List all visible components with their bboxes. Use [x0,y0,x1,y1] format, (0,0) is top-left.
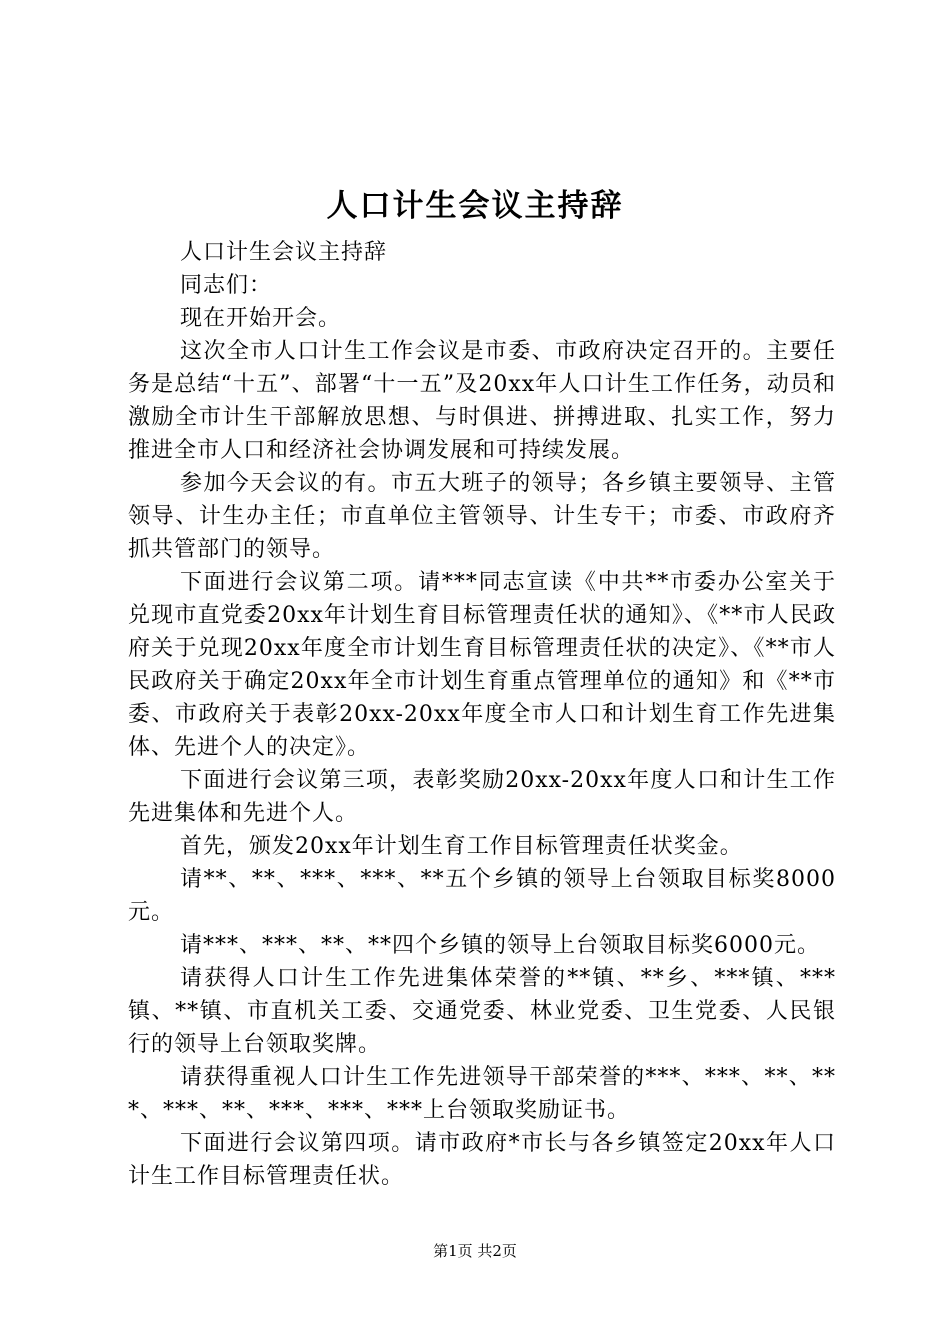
paragraph-agenda-item-3: 下面进行会议第三项，表彰奖励20xx-20xx年度人口和计生工作先进集体和先进个人。 [128,768,836,826]
paragraph-award-collectives: 请获得人口计生工作先进集体荣誉的**镇、**乡、***镇、***镇、**镇、市直机关工委、交通党委、林业党委、卫生党委、人民银行的领导上台领取奖牌。 [128,966,836,1057]
paragraph-opening: 现在开始开会。 [180,306,342,331]
document-body [128,236,836,1193]
paragraph-salutation: 同志们： [180,273,273,298]
paragraph-heading-repeat: 人口计生会议主持辞 [180,240,388,265]
paragraph-agenda-item-2: 下面进行会议第二项。请***同志宣读《中共**市委办公室关于兑现市直党委20xx年计划生育目标管理责任状的通知》、《**市人民政府关于兑现20xx年度全市计划生育目标管理责任状的决定》、《**市人民政府关于确定20xx年全市计划生育重点管理单位的通知》和《**市委、市政府关于表彰20xx-20xx年度全市人口和计划生育工作先进集体、先进个人的决定》。 [128,570,836,760]
document-title: 人口计生会议主持辞 [326,188,624,224]
paragraph-attendees: 参加今天会议的有。市五大班子的领导；各乡镇主要领导、主管领导、计生办主任；市直单位主管领导、计生专干；市委、市政府齐抓共管部门的领导。 [128,471,836,562]
paragraph-award-6000: 请***、***、**、**四个乡镇的领导上台领取目标奖6000元。 [180,933,820,958]
paragraph-award-leaders: 请获得重视人口计生工作先进领导干部荣誉的***、***、**、***、***、**、***、***、***上台领取奖励证书。 [128,1065,836,1123]
paragraph-award-8000: 请**、**、***、***、**五个乡镇的领导上台领取目标奖8000元。 [128,867,836,925]
paragraph-agenda-item-4: 下面进行会议第四项。请市政府*市长与各乡镇签定20xx年人口计生工作目标管理责任状。 [128,1131,836,1189]
paragraph-meeting-purpose: 这次全市人口计生工作会议是市委、市政府决定召开的。主要任务是总结“十五”、部署“十一五”及20xx年人口计生工作任务，动员和激励全市计生干部解放思想、与时俱进、拼搏进取、扎实工作，努力推进全市人口和经济社会协调发展和可持续发展。 [128,339,836,463]
page-number-footer: 第1页 共2页 [433,1242,517,1260]
paragraph-award-bonus: 首先，颁发20xx年计划生育工作目标管理责任状奖金。 [180,834,743,859]
